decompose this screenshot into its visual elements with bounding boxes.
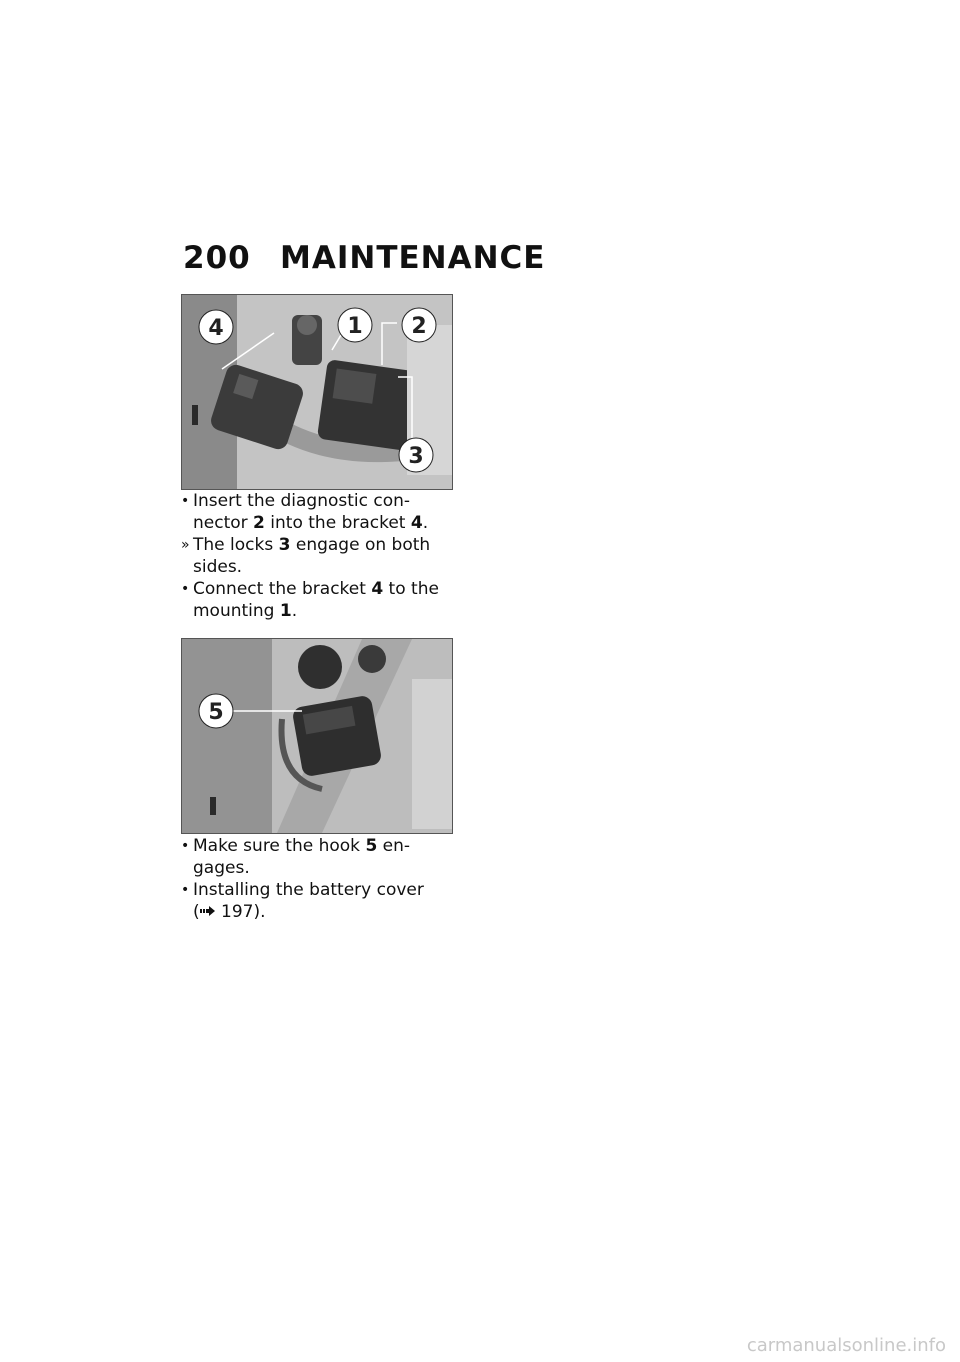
step-text: to the [383, 579, 439, 599]
bullet-marker: • [181, 838, 190, 854]
page-header [183, 240, 545, 280]
svg-text:5: 5 [208, 700, 224, 725]
step-item [181, 578, 471, 622]
svg-text:3: 3 [408, 444, 424, 469]
step-text: Connect the bracket [193, 579, 372, 599]
callout-3 [399, 438, 433, 472]
callout-5 [199, 694, 233, 728]
step-text: nector [193, 513, 254, 533]
bullet-marker: • [181, 581, 190, 597]
svg-text:4: 4 [208, 316, 224, 341]
callout-reference: 5 [365, 836, 378, 856]
step-list-2 [181, 835, 471, 923]
bullet-marker: • [181, 493, 190, 509]
photo-connector-bracket [182, 295, 452, 489]
step-item [181, 835, 471, 879]
step-text: into the bracket [264, 513, 411, 533]
callout-2 [402, 308, 436, 342]
step-text: en- [377, 836, 411, 856]
callout-reference: 1 [279, 601, 292, 621]
step-text: Installing the battery cover [193, 880, 424, 900]
step-text: mounting [193, 601, 280, 621]
callout-1 [338, 308, 372, 342]
step-text: . [291, 601, 298, 621]
step-text: engage on both [290, 535, 431, 555]
step-text: 197). [215, 902, 266, 922]
step-text: The locks [193, 535, 279, 555]
step-text: ( [193, 902, 200, 922]
arrow-right-icon [200, 905, 216, 917]
photo-hook [182, 639, 452, 833]
callout-reference: 4 [371, 579, 384, 599]
step-text: Make sure the hook [193, 836, 366, 856]
figure-hook [181, 638, 453, 834]
section-title: MAINTENANCE [280, 240, 546, 276]
callout-4 [199, 310, 233, 344]
figure-diagnostic-connector [181, 294, 453, 490]
step-text: gages. [193, 858, 250, 878]
watermark: carmanualsonline.info [746, 1335, 946, 1356]
page-number: 200 [183, 240, 251, 276]
bullet-marker: • [181, 882, 190, 898]
result-marker: » [181, 537, 190, 553]
callout-reference: 2 [253, 513, 265, 533]
svg-text:2: 2 [411, 314, 427, 339]
step-text: Insert the diagnostic con- [193, 491, 411, 511]
step-item [181, 879, 471, 923]
step-list-1 [181, 490, 471, 622]
callout-reference: 3 [278, 535, 291, 555]
step-text: . [422, 513, 429, 533]
callout-reference: 4 [410, 513, 423, 533]
svg-text:1: 1 [347, 314, 363, 339]
step-text: sides. [193, 557, 243, 577]
step-item [181, 534, 471, 578]
step-item [181, 490, 471, 534]
